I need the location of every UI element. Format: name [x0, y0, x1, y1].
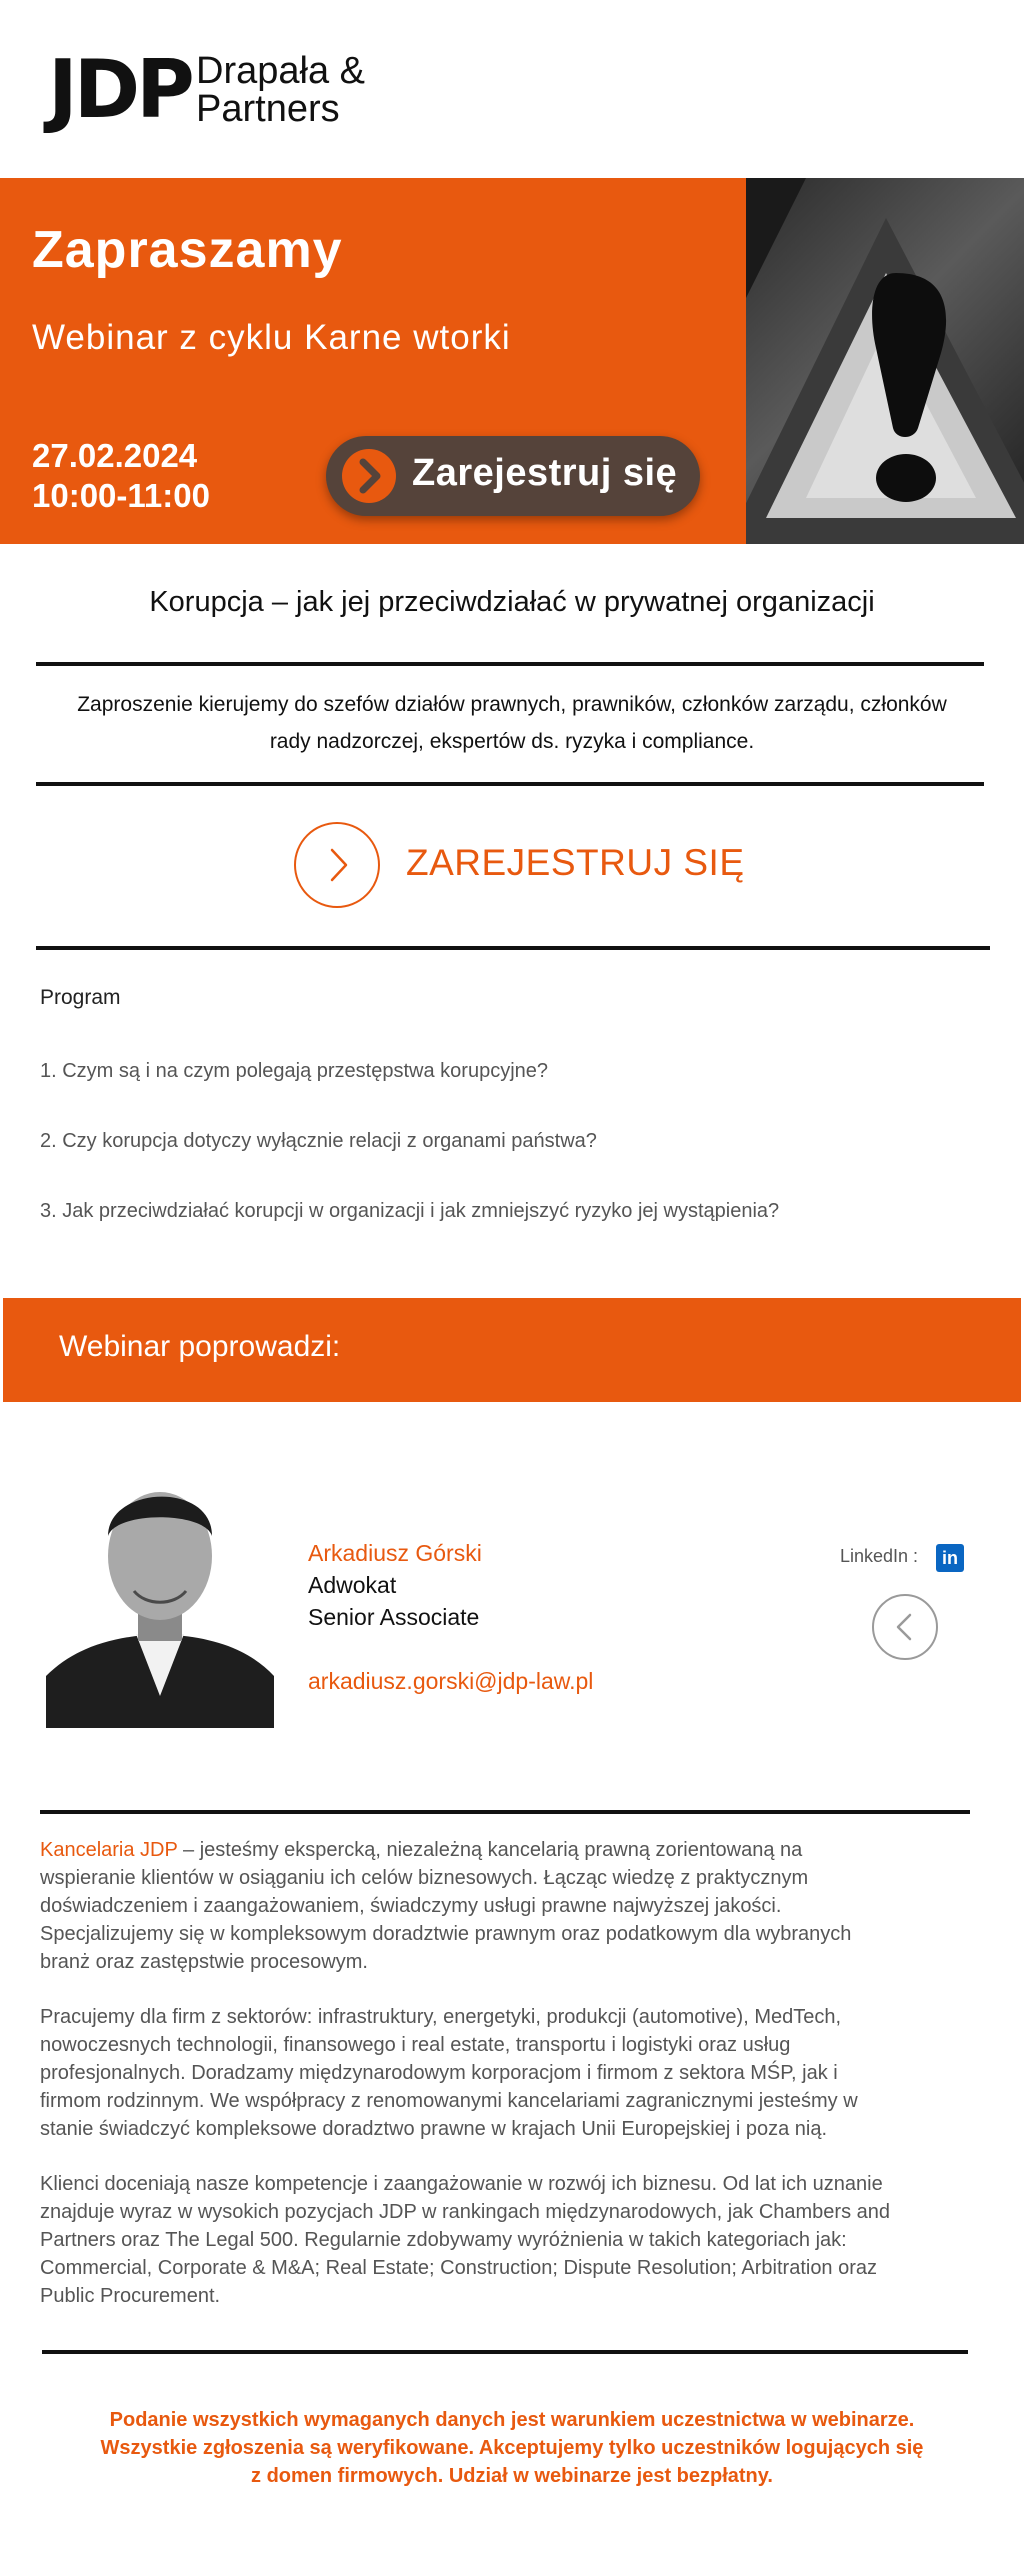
audience-line: rady nadzorczej, ekspertów ds. ryzyka i compliance. — [269, 730, 755, 753]
divider — [36, 946, 990, 950]
chevron-right-icon — [294, 822, 380, 908]
about-paragraph-3 — [40, 2170, 984, 2310]
divider — [40, 1810, 970, 1814]
chevron-left-icon[interactable] — [872, 1594, 938, 1660]
register-cta[interactable] — [294, 820, 754, 910]
banner-register-label: Zarejestruj się — [412, 452, 678, 494]
about-line: Public Procurement. — [40, 2285, 221, 2307]
logo-wordmark — [196, 52, 365, 128]
audience-line: Zaproszenie kierujemy do szefów działów prawnych, prawników, członków zarządu, członków — [77, 693, 947, 716]
about-line: Klienci doceniają nasze kompetencje i zaangażowanie w rozwój ich biznesu. Od lat ich uznanie — [40, 2173, 883, 2195]
about-line: branż oraz zastępstwie procesowym. — [40, 1951, 368, 1973]
about-paragraph-1 — [40, 1836, 984, 1976]
jdp-logo[interactable] — [48, 43, 408, 136]
linkedin-label: LinkedIn : — [840, 1546, 919, 1566]
banner-register-button[interactable] — [326, 436, 700, 516]
about-line: Pracujemy dla firm z sektorów: infrastruktury, energetyki, produkcji (automotive), MedTech, — [40, 2006, 842, 2028]
program-item: 2. Czy korupcja dotyczy wyłącznie relacji z organami państwa? — [40, 1130, 597, 1152]
logo-mark: JDP — [48, 43, 191, 136]
program-title: Program — [40, 986, 121, 1009]
program-item: 3. Jak przeciwdziałać korupcji w organizacji i jak zmniejszyć ryzyko jej wystąpienia? — [40, 1200, 780, 1222]
hero-banner — [0, 178, 1024, 544]
divider — [36, 782, 984, 786]
about-line: doświadczeniem i zaangażowaniem, świadczymy usługi prawne najwyższej jakości. — [40, 1895, 782, 1917]
chevron-right-icon — [342, 449, 396, 503]
speaker-photo — [46, 1456, 274, 1728]
about-line: stanie świadczyć kompleksowe doradztwo prawne w krajach Unii Europejskiej i poza nią. — [40, 2118, 828, 2140]
banner-date: 27.02.2024 — [32, 437, 198, 474]
register-cta-label: ZAREJESTRUJ SIĘ — [406, 842, 745, 883]
banner-subtitle: Webinar z cyklu Karne wtorki — [32, 318, 511, 357]
kancelaria-jdp-link[interactable]: Kancelaria JDP — [40, 1839, 178, 1861]
about-line: Partners oraz The Legal 500. Regularnie zdobywamy wyróżnienia w takich kategoriach jak: — [40, 2229, 847, 2251]
about-text: – jesteśmy ekspercką, niezależną kancelarią prawną zorientowaną na — [177, 1839, 803, 1861]
about-line: profesjonalnych. Doradzamy międzynarodowym korporacjom i firmom z sektora MŚP, jak i — [40, 2062, 838, 2084]
about-line: wspieranie klientów w osiąganiu ich celów biznesowych. Łącząc wiedzę z praktycznym — [40, 1867, 809, 1889]
footer-line: z domen firmowych. Udział w webinarze jest bezpłatny. — [251, 2465, 773, 2487]
about-line: firmom rodzinnym. We współpracy z renomowanymi kancelariami zagranicznymi jesteśmy w — [40, 2090, 858, 2112]
speakers-section-header — [3, 1298, 1021, 1402]
footer-note — [60, 2406, 964, 2490]
about-line: Specjalizujemy się w kompleksowym doradztwie prawnym oraz podatkowym dla wybranych — [40, 1923, 852, 1945]
about-line: nowoczesnych technologii, finansowego i real estate, transportu i logistyki oraz usług — [40, 2034, 791, 2056]
banner-title: Zapraszamy — [32, 221, 343, 279]
about-line — [40, 1836, 984, 1864]
banner-datetime — [32, 436, 210, 516]
about-line: znajduje wyraz w wysokich pozycjach JDP w rankingach międzynarodowych, jak Chambers and — [40, 2201, 891, 2223]
speaker-email-link[interactable]: arkadiusz.gorski@jdp-law.pl — [308, 1668, 594, 1694]
about-line: Commercial, Corporate & M&A; Real Estate; Construction; Dispute Resolution; Arbitration oraz — [40, 2257, 878, 2279]
about-paragraph-2 — [40, 2003, 984, 2143]
footer-line: Wszystkie zgłoszenia są weryfikowane. Akceptujemy tylko uczestników logujących się — [100, 2437, 924, 2459]
program-item: 1. Czym są i na czym polegają przestępstwa korupcyjne? — [40, 1060, 549, 1082]
warning-sign-icon — [746, 178, 1024, 544]
banner-time: 10:00-11:00 — [32, 477, 210, 514]
linkedin-icon[interactable]: in — [936, 1544, 964, 1572]
webinar-topic: Korupcja – jak jej przeciwdziałać w prywatnej organizacji — [149, 586, 875, 618]
speaker-position: Senior Associate — [308, 1604, 480, 1630]
speaker-name: Arkadiusz Górski — [308, 1540, 482, 1566]
speaker-role: Adwokat — [308, 1572, 397, 1598]
speakers-section-title: Webinar poprowadzi: — [59, 1330, 341, 1363]
footer-line: Podanie wszystkich wymaganych danych jest warunkiem uczestnictwa w webinarze. — [109, 2409, 915, 2431]
logo-line-1: Drapała & — [196, 50, 365, 92]
divider — [42, 2350, 968, 2354]
audience-text — [40, 686, 984, 760]
divider — [36, 662, 984, 666]
logo-line-2: Partners — [196, 88, 340, 130]
